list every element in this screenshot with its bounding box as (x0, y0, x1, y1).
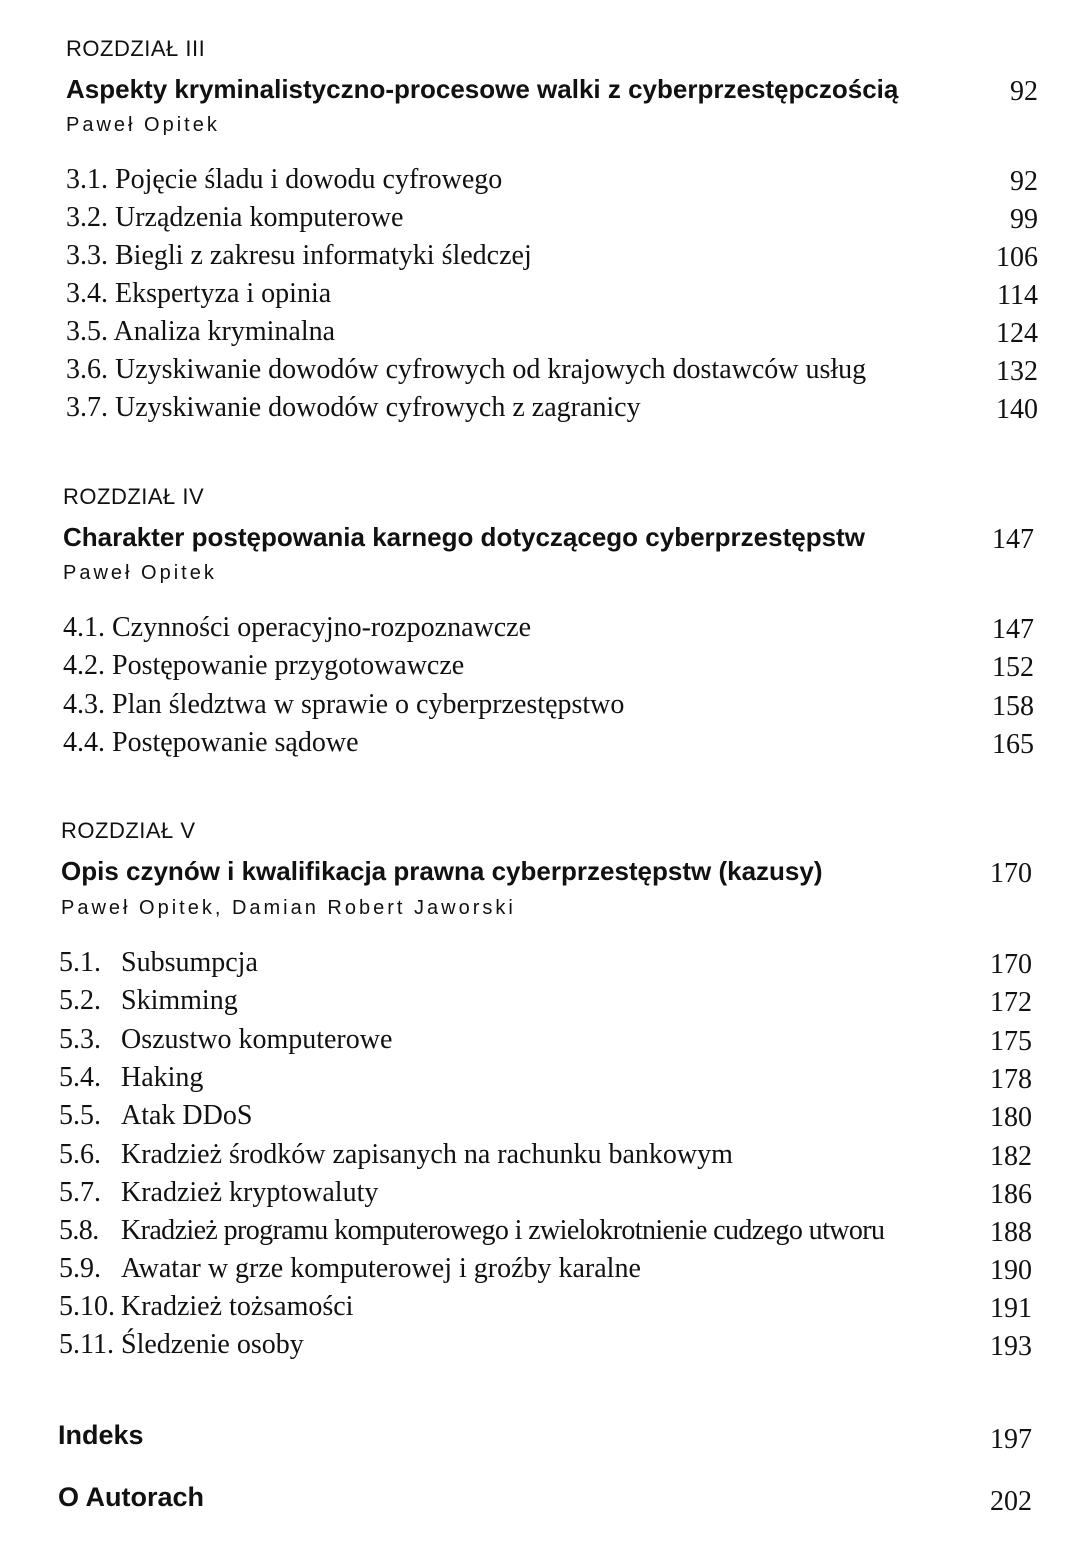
entry-page: 140 (996, 394, 1038, 425)
entry-number: 3.2. (66, 202, 108, 233)
entry-number: 5.7. (59, 1177, 101, 1208)
entry-title: Subsumpcja (121, 947, 258, 978)
entry-page: 193 (990, 1331, 1032, 1362)
entry-number: 3.5. (66, 316, 108, 347)
entry-page: 132 (996, 356, 1038, 387)
entry-title: Awatar w grze komputerowej i groźby karalne (121, 1253, 641, 1284)
toc-entry (63, 612, 531, 644)
entry-page: 114 (997, 280, 1038, 311)
entry-number: 4.4. (63, 727, 105, 758)
chapter-3-label: ROZDZIAŁ III (66, 36, 206, 61)
entry-title: Urządzenia komputerowe (115, 202, 404, 233)
toc-entry (66, 316, 335, 348)
toc-entry (66, 392, 641, 424)
toc-entry (66, 278, 331, 310)
toc-entry (59, 1215, 884, 1247)
entry-number: 5.11. (59, 1329, 114, 1360)
entry-number: 5.4. (59, 1062, 101, 1093)
chapter-3-page: 92 (1010, 76, 1038, 107)
entry-title: Plan śledztwa w sprawie o cyberprzestępstwo (112, 689, 625, 720)
entry-page: 188 (990, 1217, 1032, 1248)
entry-page: 170 (990, 949, 1032, 980)
entry-number: 3.7. (66, 392, 108, 423)
entry-title: Postępowanie sądowe (112, 727, 359, 758)
entry-number: 4.1. (63, 612, 105, 643)
toc-entry (59, 1177, 378, 1209)
entry-title: Uzyskiwanie dowodów cyfrowych od krajowych dostawców usług (115, 354, 867, 385)
toc-entry (66, 164, 502, 196)
entry-title: Kradzież kryptowaluty (121, 1177, 379, 1208)
entry-number: 3.1. (66, 164, 108, 195)
chapter-4-authors: Paweł Opitek (63, 562, 217, 584)
chapter-4-page: 147 (992, 524, 1034, 555)
entry-page: 191 (990, 1293, 1032, 1324)
toc-entry (63, 650, 464, 682)
entry-page: 178 (990, 1064, 1032, 1095)
entry-title: Kradzież programu komputerowego i zwielokrotnienie cudzego utworu (121, 1215, 885, 1246)
chapter-4-label: ROZDZIAŁ IV (63, 484, 205, 509)
entry-title: Kradzież środków zapisanych na rachunku bankowym (121, 1139, 733, 1170)
toc-entry (59, 1291, 353, 1323)
entry-page: 186 (990, 1179, 1032, 1210)
chapter-4-title: Charakter postępowania karnego dotyczącego cyberprzestępstw (63, 522, 865, 552)
toc-entry (66, 240, 532, 272)
entry-page: 165 (992, 729, 1034, 760)
entry-page: 158 (992, 691, 1034, 722)
entry-number: 4.3. (63, 689, 105, 720)
entry-page: 182 (990, 1141, 1032, 1172)
entry-number: 5.9. (59, 1253, 101, 1284)
about-authors-page: 202 (990, 1486, 1032, 1517)
entry-page: 180 (990, 1102, 1032, 1133)
entry-page: 99 (1010, 204, 1038, 235)
entry-page: 124 (996, 318, 1038, 349)
toc-entry (63, 727, 359, 759)
entry-page: 190 (990, 1255, 1032, 1286)
entry-page: 172 (990, 987, 1032, 1018)
toc-entry (59, 947, 258, 979)
entry-page: 106 (996, 242, 1038, 273)
entry-title: Skimming (121, 985, 238, 1016)
entry-number: 5.8. (59, 1215, 99, 1246)
entry-number: 3.3. (66, 240, 108, 271)
toc-entry (59, 985, 238, 1017)
entry-title: Postępowanie przygotowawcze (112, 650, 465, 681)
entry-number: 5.3. (59, 1024, 101, 1055)
chapter-5-label: ROZDZIAŁ V (61, 818, 196, 843)
entry-title: Ekspertyza i opinia (115, 278, 332, 309)
index-title: Indeks (58, 1420, 144, 1450)
chapter-3-title: Aspekty kryminalistyczno-procesowe walki z cyberprzestępczością (66, 74, 899, 104)
entry-title: Uzyskiwanie dowodów cyfrowych z zagranicy (115, 392, 641, 423)
toc-entry (66, 202, 403, 234)
entry-number: 5.5. (59, 1100, 101, 1131)
entry-number: 3.4. (66, 278, 108, 309)
chapter-5-authors: Paweł Opitek, Damian Robert Jaworski (61, 897, 516, 919)
entry-page: 152 (992, 652, 1034, 683)
entry-number: 5.10. (59, 1291, 115, 1322)
entry-title: Oszustwo komputerowe (121, 1024, 393, 1055)
entry-number: 3.6. (66, 354, 108, 385)
entry-page: 175 (990, 1026, 1032, 1057)
chapter-5-page: 170 (990, 858, 1032, 889)
entry-title: Analiza kryminalna (113, 316, 336, 347)
toc-entry (59, 1100, 252, 1132)
toc-entry (59, 1062, 203, 1094)
entry-page: 147 (992, 614, 1034, 645)
entry-number: 5.1. (59, 947, 101, 978)
chapter-3-authors: Paweł Opitek (66, 114, 220, 136)
entry-number: 5.6. (59, 1139, 101, 1170)
entry-title: Atak DDoS (121, 1100, 253, 1131)
entry-title: Biegli z zakresu informatyki śledczej (115, 240, 532, 271)
entry-page: 92 (1010, 166, 1038, 197)
entry-title: Śledzenie osoby (121, 1329, 304, 1360)
entry-number: 5.2. (59, 985, 101, 1016)
toc-entry (59, 1139, 733, 1171)
toc-entry (59, 1024, 392, 1056)
toc-entry (66, 354, 866, 386)
about-authors-title: O Autorach (58, 1482, 205, 1512)
toc-entry (63, 689, 624, 721)
entry-title: Kradzież tożsamości (121, 1291, 354, 1322)
index-page: 197 (990, 1424, 1032, 1455)
toc-entry (59, 1329, 304, 1361)
entry-title: Pojęcie śladu i dowodu cyfrowego (115, 164, 503, 195)
entry-title: Czynności operacyjno-rozpoznawcze (112, 612, 532, 643)
chapter-5-title: Opis czynów i kwalifikacja prawna cyberprzestępstw (kazusy) (61, 856, 823, 886)
toc-entry (59, 1253, 641, 1285)
entry-title: Haking (121, 1062, 204, 1093)
entry-number: 4.2. (63, 650, 105, 681)
